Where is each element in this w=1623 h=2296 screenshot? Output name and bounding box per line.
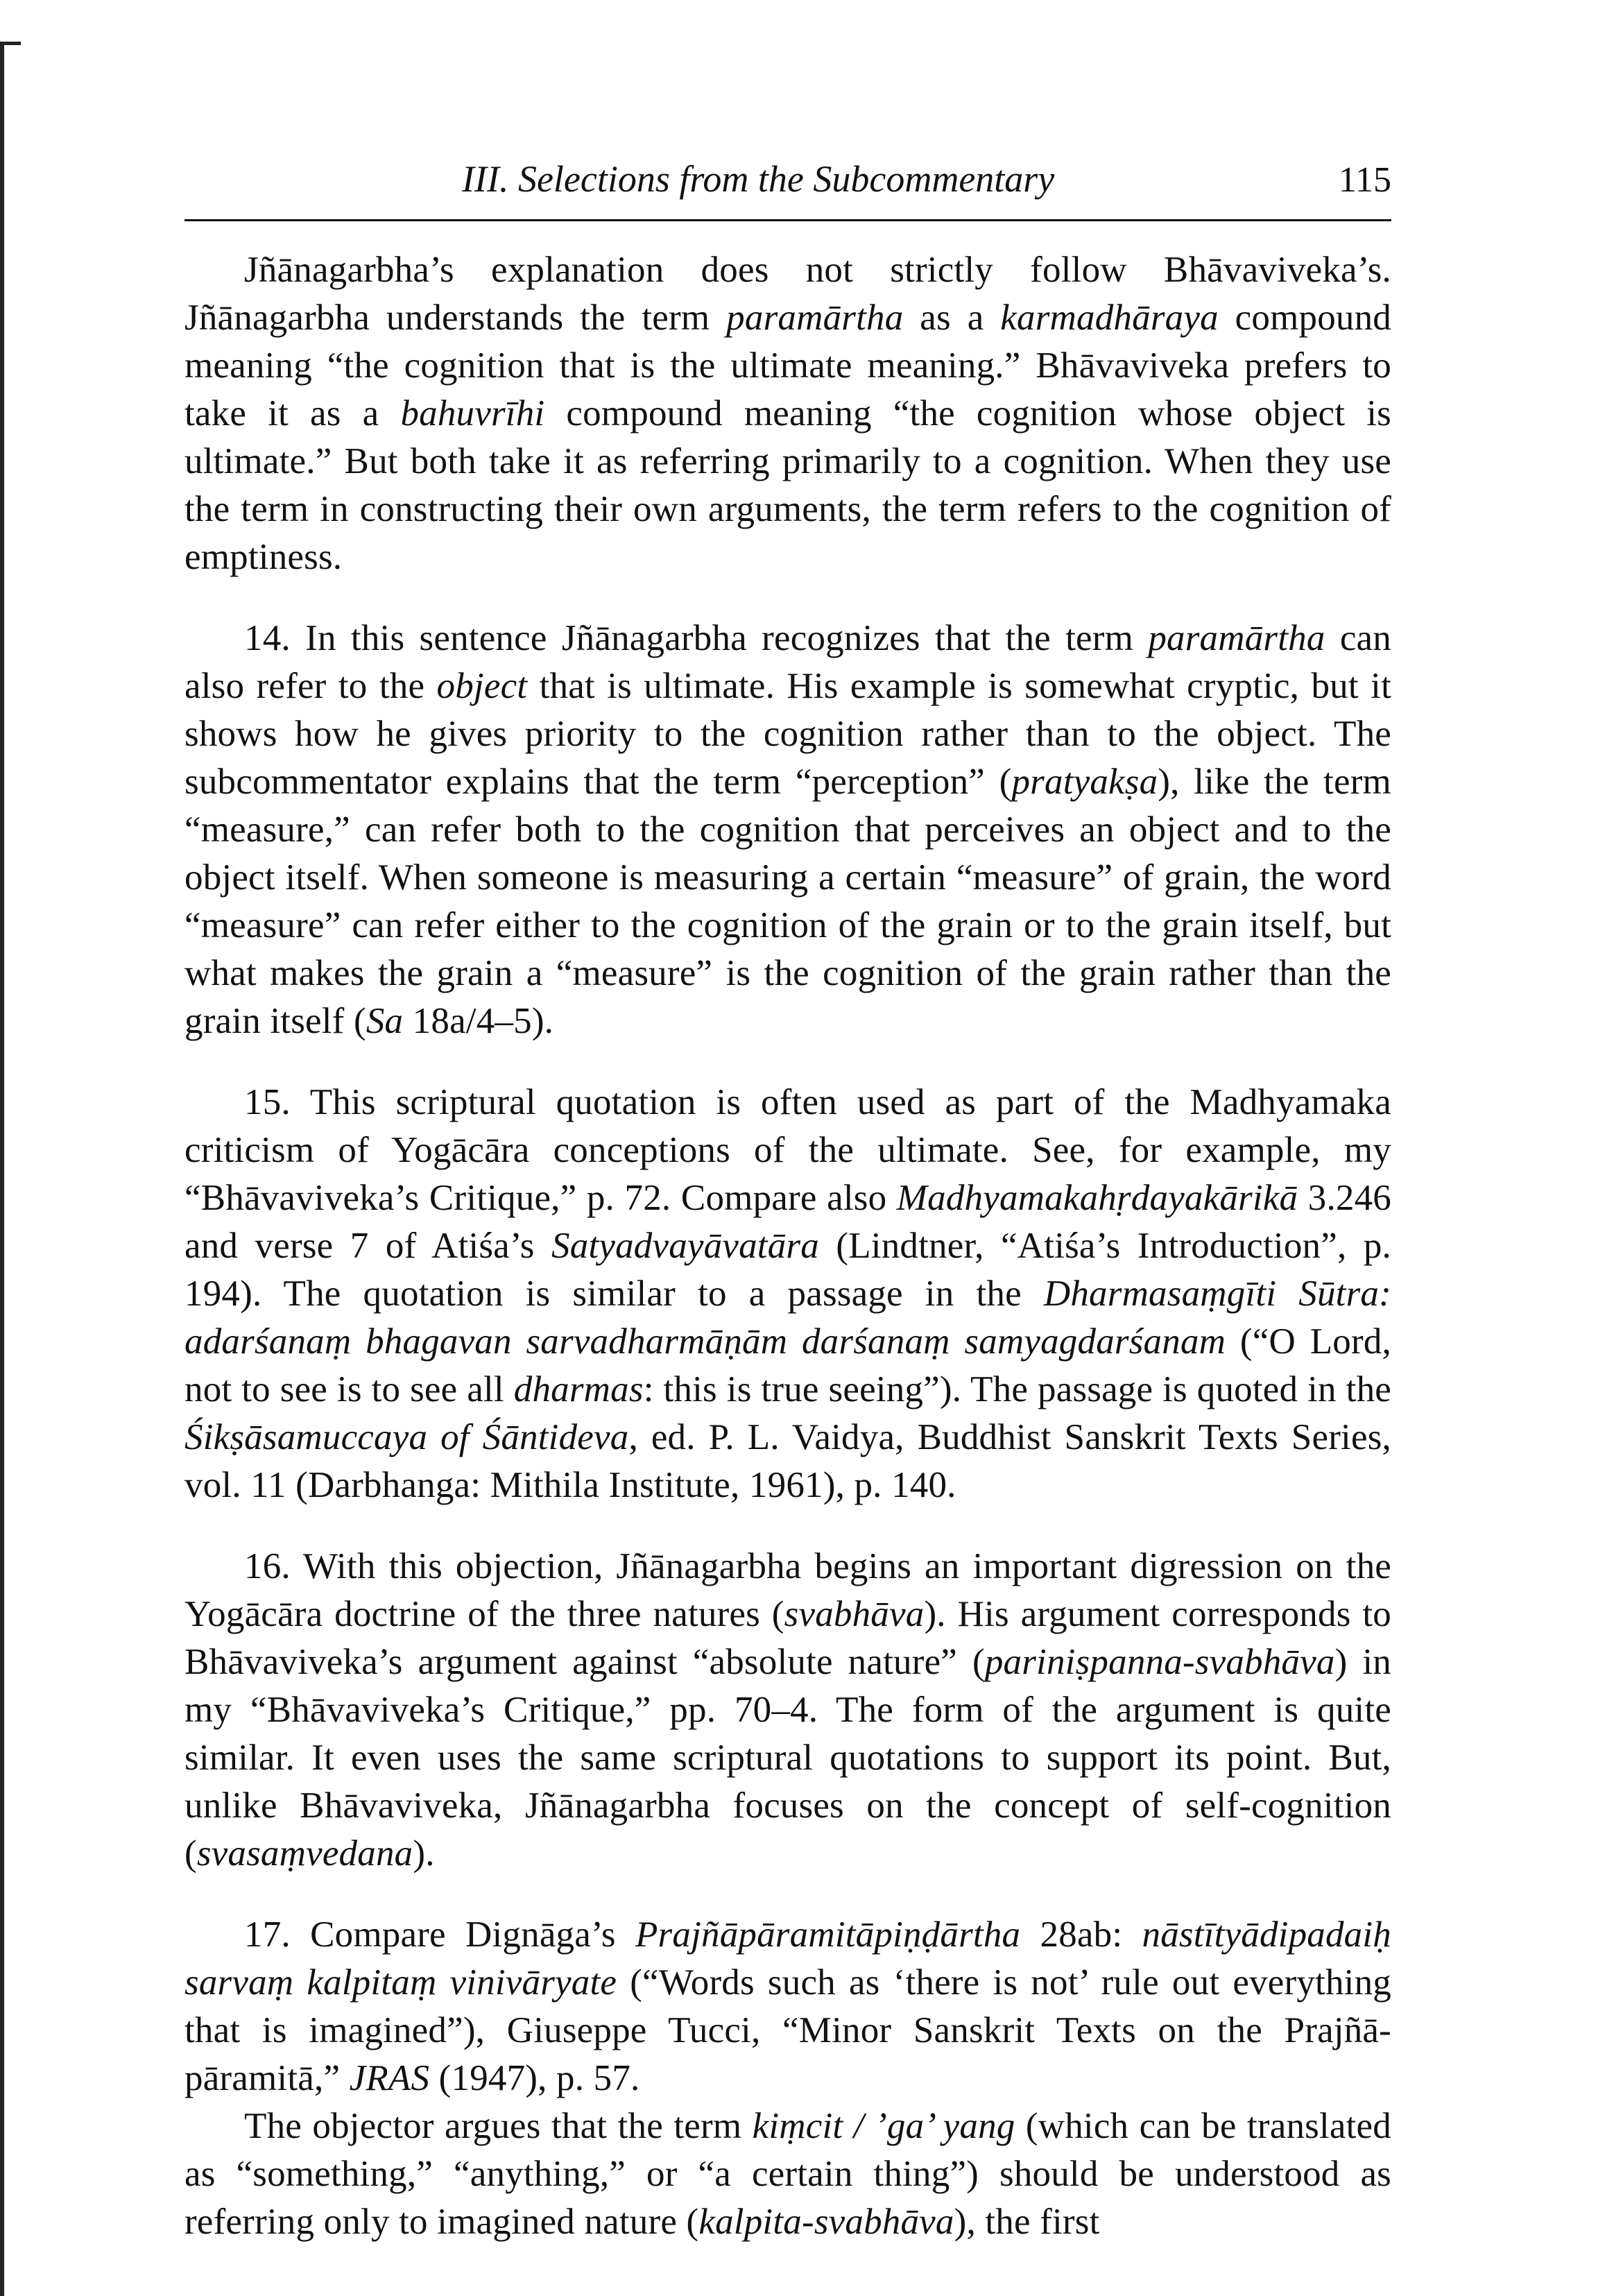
italic-term: paramārtha: [726, 298, 904, 338]
text-run: The objector argues that the term: [244, 2106, 753, 2146]
text-run: 16. With this objection, Jñānagarbha begins an important digression on the Yogācāra doctrine of the three natures (: [184, 1546, 1391, 1634]
text-run: can also refer to the: [184, 618, 1391, 706]
text-run: 3.246 and verse 7 of Atiśa’s: [184, 1178, 1391, 1266]
note-16: [184, 1543, 1391, 1878]
text-run: 18a/4–5).: [403, 1001, 554, 1041]
body-text: [184, 0, 1391, 2288]
text-run: 28ab:: [1020, 1914, 1142, 1955]
text-run: ), like the term “measure,” can refer both to the cognition that perceives an object and to the object itself. When someone is measuring a certain “measure” of grain, the word “measure” can refer either to the cognition of the grain or to the grain itself, but what makes the grain a “measure” is the cognition of the grain rather than the grain itself (: [184, 762, 1391, 1041]
italic-term: Satyadvayāvatāra: [551, 1226, 819, 1266]
italic-term: bahuvrīhi: [400, 393, 545, 434]
text-run: 15. This scriptural quotation is often used as part of the Madhyamaka criticism of Yogācāra conceptions of the ultimate. See, for example, my “Bhāvaviveka’s Critique,” p. 72. Compare also: [184, 1082, 1391, 1218]
italic-term: dharmas: [513, 1369, 644, 1410]
text-run: 17. Compare Dignāga’s: [244, 1914, 635, 1955]
italic-term: Prajñāpāramitāpiṇḍārtha: [635, 1914, 1021, 1955]
italic-term: paramārtha: [1148, 618, 1325, 658]
text-run: that is ultimate. His example is somewhat cryptic, but it shows how he gives priority to the cognition rather than to the object. The subcommentator explains that the term “perception” (: [184, 666, 1391, 802]
text-run: ).: [413, 1833, 435, 1874]
note-17: [184, 1911, 1391, 2102]
italic-term: kalpita-svabhāva: [698, 2202, 954, 2242]
text-run: (1947), p. 57.: [429, 2058, 640, 2098]
running-title: III. Selections from the Subcommentary: [462, 158, 1055, 200]
text-run: (which can be translated as “something,” “anything,” or “a certain thing”) should be understood as referring only to imagined nature (: [184, 2106, 1391, 2242]
note-15: [184, 1079, 1391, 1509]
italic-term: karmadhāraya: [1000, 298, 1219, 338]
text-run: compound meaning “the cognition that is the ultimate meaning.” Bhāvaviveka prefers to take it as a: [184, 298, 1391, 434]
italic-term: svabhāva: [784, 1594, 925, 1634]
italic-term: JRAS: [349, 2058, 430, 2098]
text-run: Jñānagarbha’s explanation does not strictly follow Bhāvaviveka’s. Jñānagarbha understands the term: [184, 250, 1391, 338]
note-14: [184, 615, 1391, 1045]
italic-term: Śikṣāsamuccaya of Śāntideva: [184, 1417, 629, 1457]
italic-term: Dharmasaṃgīti Sūtra: adarśanaṃ bhagavan sarvadharmāṇām darśanaṃ samyagdarśanam: [184, 1274, 1391, 1362]
italic-term: object: [436, 666, 528, 706]
page-number: 115: [1338, 160, 1391, 200]
text-run: 14. In this sentence Jñānagarbha recognizes that the term: [244, 618, 1149, 658]
paragraph-explanation: [184, 246, 1391, 581]
text-run: ). His argument corresponds to Bhāvaviveka’s argument against “absolute nature” (: [184, 1594, 1391, 1682]
scan-page-edge: [0, 42, 4, 2296]
text-run: : this is true seeing”). The passage is quoted in the: [643, 1369, 1391, 1410]
text-run: (“O Lord, not to see is to see all: [184, 1321, 1391, 1410]
italic-term: nāstītyādipadaiḥ sarvaṃ kalpitaṃ vinivāryate: [184, 1914, 1391, 2003]
italic-term: Madhyamakahṛdayakārikā: [896, 1178, 1298, 1218]
text-run: compound meaning “the cognition whose object is ultimate.” But both take it as referring primarily to a cognition. When they use the term in constructing their own arguments, the term refers to the cognition of emptiness.: [184, 393, 1391, 577]
text-run: ), the first: [954, 2202, 1100, 2242]
italic-term: pratyakṣa: [1011, 762, 1158, 802]
italic-term: Sa: [366, 1001, 404, 1041]
text-run: (Lindtner, “Atiśa’s Introduction”, p. 194). The quotation is similar to a passage in the: [184, 1226, 1391, 1314]
italic-term: pariniṣpanna-svabhāva: [984, 1642, 1335, 1682]
text-run: , ed. P. L. Vaidya, Buddhist Sanskrit Texts Series, vol. 11 (Darbhanga: Mithila Institute, 1961), p. 140.: [184, 1417, 1391, 1505]
text-run: ) in my “Bhāvaviveka’s Critique,” pp. 70–4. The form of the argument is quite similar. It even uses the same scriptural quotations to support its point. But, unlike Bhāvaviveka, Jñānagarbha focuses on the concept of self-cognition (: [184, 1642, 1391, 1874]
text-run: (“Words such as ‘there is not’ rule out everything that is imagined”), Giuseppe Tucci, “Minor Sanskrit Texts on the Prajñā-pāramitā,”: [184, 1962, 1391, 2098]
italic-term: svasaṃvedana: [196, 1833, 413, 1874]
scan-page-edge-top: [0, 42, 21, 45]
note-17-continuation: [184, 2102, 1391, 2246]
italic-term: kiṃcit / ’ga’ yang: [752, 2106, 1015, 2146]
text-run: as a: [903, 298, 1001, 338]
